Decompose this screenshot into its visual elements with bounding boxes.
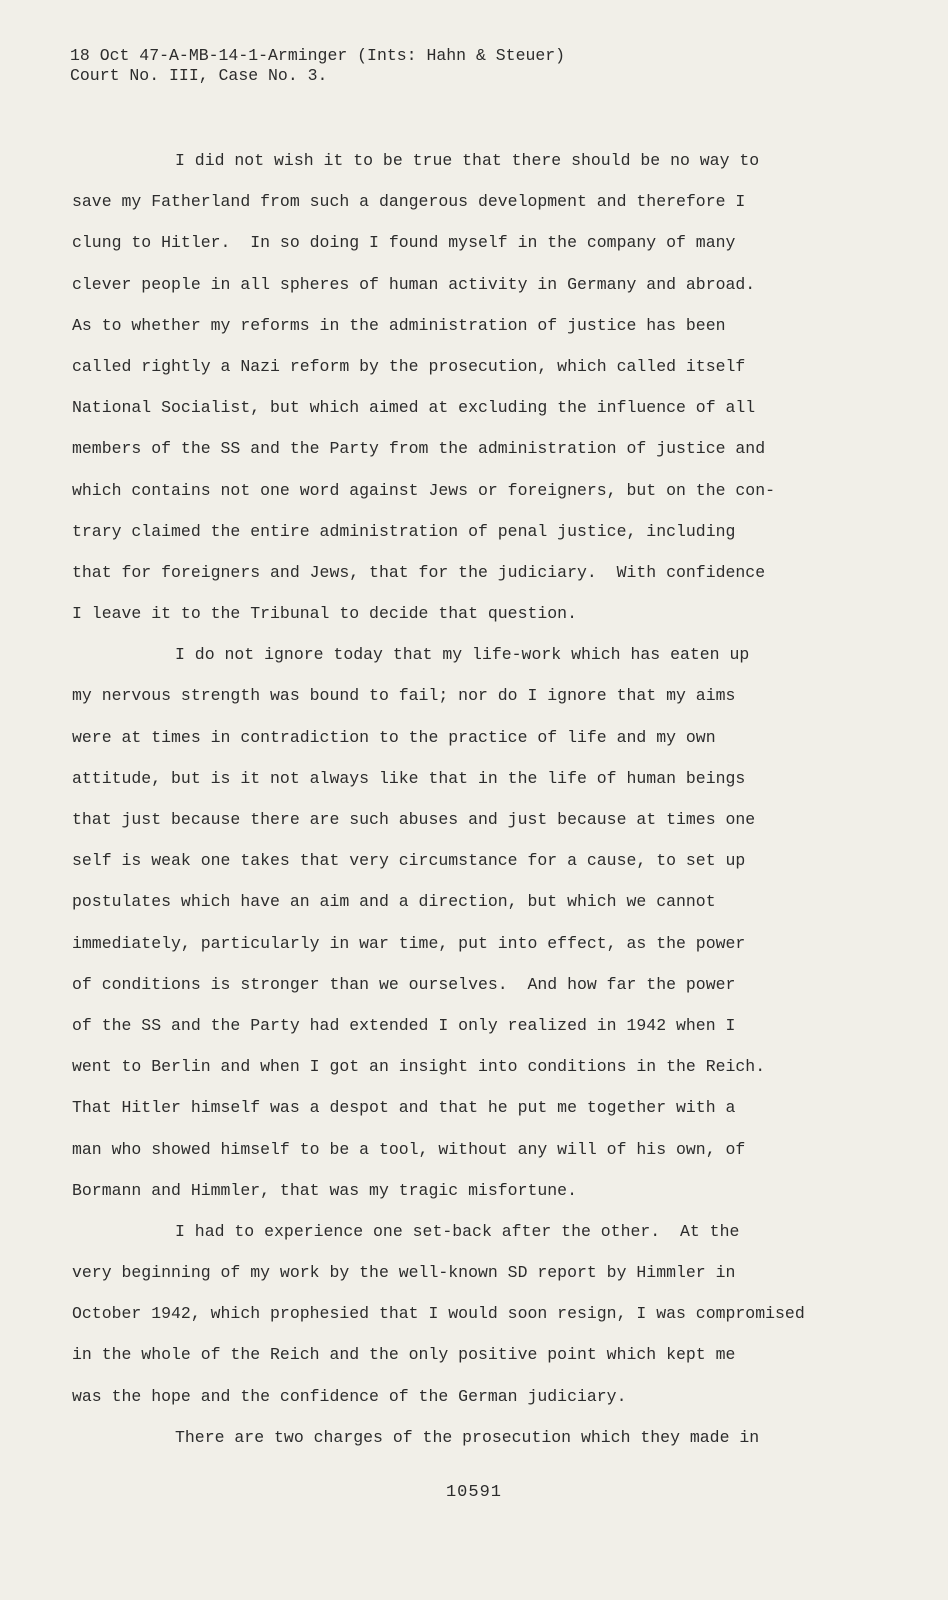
text-line: clever people in all spheres of human activity in Germany and abroad. xyxy=(72,274,756,294)
text-line: my nervous strength was bound to fail; nor do I ignore that my aims xyxy=(72,686,736,706)
text-line: of the SS and the Party had extended I only realized in 1942 when I xyxy=(72,1015,736,1035)
text-line: that just because there are such abuses and just because at times one xyxy=(72,810,756,829)
text-line: Bormann and Himmler, that was my tragic misfortune. xyxy=(72,1180,577,1200)
text-line: trary claimed the entire administration of penal justice, including xyxy=(72,521,736,541)
text-line: very beginning of my work by the well-known SD report by Himmler in xyxy=(72,1263,736,1283)
body-text xyxy=(72,148,832,1466)
text-line: I had to experience one set-back after the other. At the xyxy=(175,1221,740,1241)
text-line: went to Berlin and when I got an insight into conditions in the Reich. xyxy=(72,1057,766,1077)
text-line: immediately, particularly in war time, put into effect, as the power xyxy=(72,933,746,953)
text-line: in the whole of the Reich and the only positive point which kept me xyxy=(72,1345,736,1365)
document-header xyxy=(70,46,565,86)
text-line: That Hitler himself was a despot and that he put me together with a xyxy=(72,1098,736,1118)
text-line: attitude, but is it not always like that in the life of human beings xyxy=(72,768,746,788)
text-line: I do not ignore today that my life-work which has eaten up xyxy=(175,645,750,665)
text-line: were at times in contradiction to the practice of life and my own xyxy=(72,727,716,747)
text-line: was the hope and the confidence of the German judiciary. xyxy=(72,1386,627,1406)
text-line: called rightly a Nazi reform by the prosecution, which called itself xyxy=(72,356,746,376)
text-line: save my Fatherland from such a dangerous development and therefore I xyxy=(72,192,746,212)
page-number: 10591 xyxy=(445,1483,502,1502)
text-line: postulates which have an aim and a direction, but which we cannot xyxy=(72,892,716,912)
text-line: self is weak one takes that very circumstance for a cause, to set up xyxy=(72,851,746,871)
text-line: which contains not one word against Jews or foreigners, but on the con- xyxy=(72,480,776,500)
text-line: I leave it to the Tribunal to decide that question. xyxy=(72,604,577,624)
text-line: As to whether my reforms in the administration of justice has been xyxy=(72,315,726,335)
text-line: that for foreigners and Jews, that for the judiciary. With confidence xyxy=(72,562,766,582)
header-line-1: 18 Oct 47-A-MB-14-1-Arminger (Ints: Hahn & Steuer) xyxy=(70,46,566,65)
text-line: man who showed himself to be a tool, without any will of his own, of xyxy=(72,1139,746,1159)
text-line: October 1942, which prophesied that I would soon resign, I was compromised xyxy=(72,1304,805,1324)
header-line-2: Court No. III, Case No. 3. xyxy=(70,66,328,85)
text-line: of conditions is stronger than we ourselves. And how far the power xyxy=(72,974,736,994)
text-line: I did not wish it to be true that there should be no way to xyxy=(175,151,760,170)
text-line: clung to Hitler. In so doing I found myself in the company of many xyxy=(72,233,736,253)
text-line: members of the SS and the Party from the administration of justice and xyxy=(72,439,766,459)
text-line: National Socialist, but which aimed at excluding the influence of all xyxy=(72,398,756,418)
text-line: There are two charges of the prosecution which they made in xyxy=(175,1427,760,1447)
